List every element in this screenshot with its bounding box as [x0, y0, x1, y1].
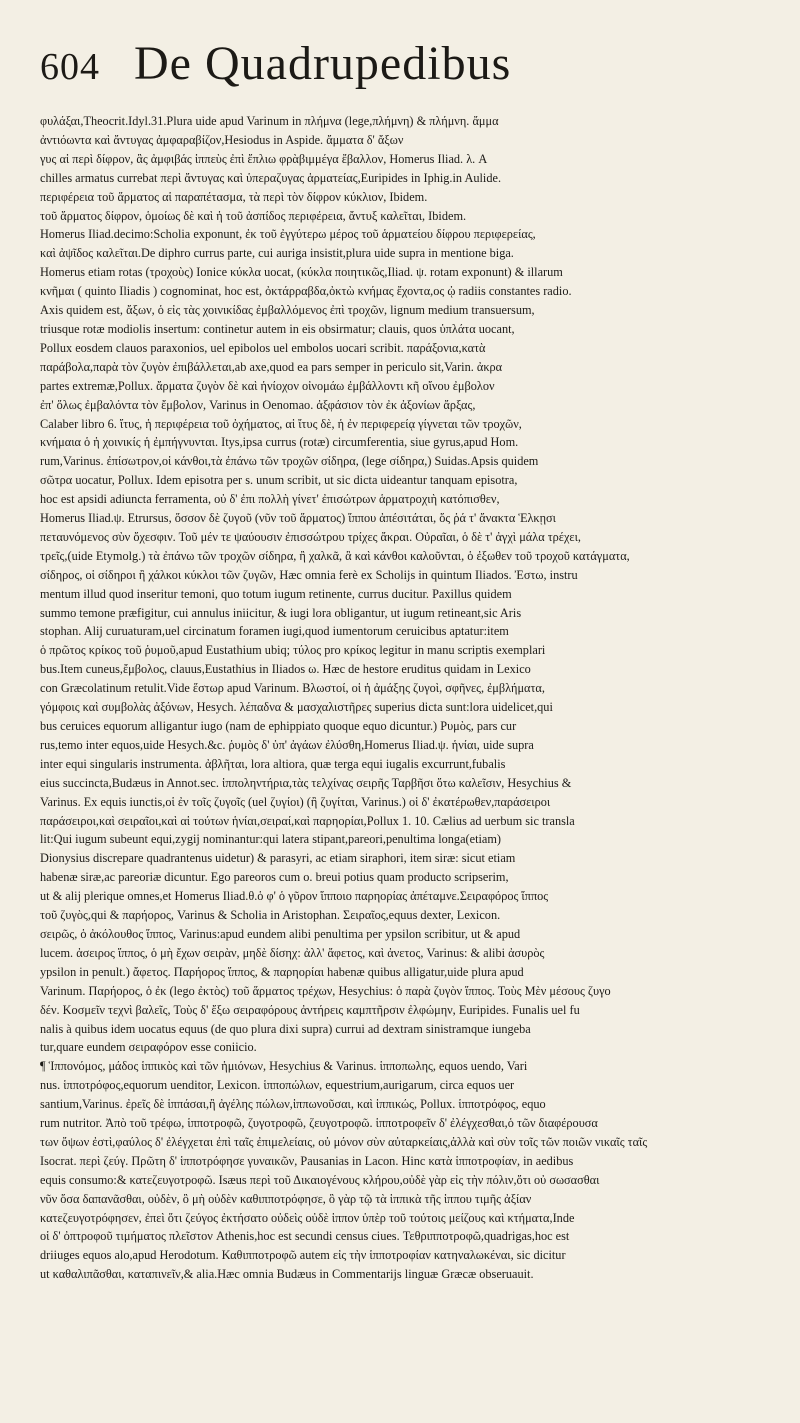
text-line: γυς αἱ περὶ δίφρον, ἃς ἀμφιβάς ἱππεὺς ἐπὶ ἔπλιω φρὰβιμμέγα ἔβαλλον, Homerus Iliad. λ. A	[40, 151, 488, 166]
text-line: φυλάξαι,Theocrit.Idyl.31.Plura uide apud Varinum in πλήμνα (lege,πλήμνη) & πλήμνη. ἄμμα	[40, 114, 499, 128]
text-line: santium,Varinus. ἐρεῖς δὲ ἱππάσαι,ἢ ἀγέλης πώλων,ἱππωνοῦσαι, καὶ ἱππικώς, Pollux. ἱπποτρόφος, equo	[40, 1097, 546, 1112]
text-line: triusque rotæ modiolis insertum: continetur autem in eis obsirmatur; clauis, quos ὑπλάτα uocant,	[40, 321, 515, 336]
text-line: rus,temo inter equos,uide Hesych.&c. ῥυμὸς δ' ὑπ' ἀγάων ἐλύσθη,Homerus Iliad.ψ. ἡνίαι, uide supra	[40, 737, 534, 752]
text-line: σειρῶς, ὁ ἀκόλουθος ἵππος, Varinus:apud eundem alibi penultima per ypsilon scribitur, ut & apud	[40, 926, 521, 941]
text-line: ypsilon in penult.) ἄφετος. Παρήορος ἵππος, & παρηορίαι habenæ quibus alligatur,uide plura apud	[40, 964, 524, 979]
text-line: Axis quidem est, ἄξων, ὁ εἰς τὰς χοινικίδας ἐμβαλλόμενος ἐπὶ τροχῶν, lignum medium transuersum,	[40, 303, 535, 318]
text-line: παράσειροι,καὶ σειραῖοι,καὶ αἱ τούτων ἡνίαι,σειραί,καὶ παρηορίαι,Pollux 1. 10. Cælius ad uerbum sic transla	[40, 813, 575, 828]
text-line: rum,Varinus. ἐπίσωτρον,οἱ κάνθοι,τὰ ἐπάνω τῶν τροχῶν σίδηρα, (lege σίδηρα,) Suidas.Apsis quidem	[40, 454, 539, 469]
text-line: hoc est apsidi adiuncta ferramenta, οὐ δ' ἐπι πολλὴ γίνετ' ἐπισώτρων ἁρματροχιὴ κατόπισθεν,	[40, 492, 500, 507]
text-line: πεταυνόμενος σὺν ὄχεσφιν. Τοῦ μέν τε ψαύουσιν ἐπισσώτρου τρίχες ἄκραι. Οὐραῖαι, ὁ δὲ τ' ἀγχὶ μάλα τρέχει,	[40, 529, 581, 544]
text-line: ut & alij plerique omnes,et Homerus Iliad.θ.ὁ φ' ὁ γῦρον ἵπποιο παρηορίας ἀπέταμνε.Σειραφόρος ἵππος	[40, 889, 549, 904]
text-line: Isocrat. περὶ ζεύγ. Πρῶτη δ' ἱπποτρόφησε γυναικῶν, Pausanias in Lacon. Hinc κατὰ ἱπποτροφίαν, in aedibus	[40, 1153, 574, 1168]
text-line: σίδηρος, οἱ σίδηροι ἢ χάλκοι κύκλοι τῶν ζυγῶν, Hæc omnia ferè ex Scholijs in quintum Iliados. Ἐστω, instru	[40, 567, 578, 582]
text-line: partes extremæ,Pollux. ἄρματα ζυγὸν δὲ καὶ ἡνίοχον οἰνομάω ἐμβάλλοντι κῆ οἴνου ἐμβολον	[40, 378, 495, 393]
text-line: con Græcolatinum retulit.Vide ἕστωρ apud Varinum. Βλωστοί, οἱ ἡ ἀμάξης ζυγοὶ, σφῆνες, ἐμβλήματα,	[40, 681, 545, 696]
text-line: νῦν ὅσα δαπανᾶσθαι, οὐδὲν, ὃ μὴ οὐδὲν καθιπποτρόφησε, ὃ γὰρ τῷ τὰ ἱππικὰ τῆς ἱππου τιμῆς ἀξίαν	[40, 1191, 532, 1206]
text-line: nalis à quibus idem uocatus equus (de quo plura dixi supra) currui ad dextram sinistramque iungeba	[40, 1021, 531, 1036]
text-line: ἀντιόωντα καὶ ἄντυγας ἀμφαραβίζον,Hesiodus in Aspide. ἄμματα δ' ἄξων	[40, 132, 404, 147]
text-line: σῶτρα uocatur, Pollux. Idem episotra per s. unum scribit, ut sic dicta uideantur tanquam episotra,	[40, 473, 518, 488]
text-line: bus ceruices equorum alligantur iugo (nam de ephippiato quoque equo dicuntur.) Ρυμὸς, pars cur	[40, 719, 517, 733]
text-line: ὁ πρῶτος κρίκος τοῦ ῥυμοῦ,apud Eustathium ubiq; τύλος pro κρίκος legitur in manu scriptis exemplari	[40, 643, 546, 658]
text-line: Pollux eosdem clauos paraxonios, uel epibolos uel embolos uocari scribit. παράξονια,κατὰ	[40, 340, 486, 355]
text-line: ¶ Ἱππονόμος, μάδος ἱππικὸς καὶ τῶν ἡμιόνων, Hesychius & Varinus. ἱπποπωλης, equos uendo, Vari	[40, 1059, 528, 1074]
text-line: Homerus Iliad.decimo:Scholia exponunt, ἐκ τοῦ ἐγγύτερω μέρος τοῦ ἁρματείου δίφρου περιφερείας,	[40, 227, 536, 242]
text-line: summo temone præfigitur, cui annulus iniicitur, & iugi lora obligantur, ut iugum retineant,sic Aris	[40, 605, 522, 620]
text-line: rum nutritor. Ἀπὸ τοῦ τρέφω, ἱπποτροφῶ, ζυγοτροφῶ, ζευγοτροφῶ. ἱπποτροφεῖν δ' ἐλέγχεσθαι,ὁ τῶν διαφέρουσα	[40, 1116, 598, 1131]
text-line: κνῆμαι ( quinto Iliadis ) cognominat, hoc est, ὀκτάρραβδα,ὀκτὼ κνήμας ἔχοντα,ος ᾠ radiis constantes radio.	[40, 284, 572, 299]
text-line: Varinus. Ex equis iunctis,οἱ ἐν τοῖς ζυγοῖς (uel ζυγίοι) (ἢ ζυγίται, Varinus.) οἱ δ' ἐκατέρωθεν,παράσειροι	[40, 794, 551, 809]
text-line: ἐπ' ὅλως ἐμβαλόντα τὸν ἔμβολον, Varinus in Oenomao. ἀξφάσιον τὸν ἐκ ἀξονίων ἄρξας,	[40, 397, 476, 412]
text-line: Varinum. Παρήορος, ὁ ἐκ (lego ἐκτὸς) τοῦ ἅρματος τρέχων, Hesychius: ὁ παρὰ ζυγὸν ἵππος. Τοὺς Μὲν μέσους ζυγο	[40, 983, 611, 998]
page-number: 604	[40, 46, 100, 88]
text-line: κνήμαια ὁ ἡ χοινικίς ἡ ἐμπήγνυνται. Itys,ipsa currus (rotæ) circumferentia, siue gyrus,apud Hom.	[40, 435, 519, 450]
text-line: τρεῖς,(uide Etymolg.) τὰ ἐπάνω τῶν τροχῶν σίδηρα, ἢ χαλκᾶ, ἃ καὶ κάνθοι καλοῦνται, ὁ ἐξωθεν τοῦ τροχοῦ κατάγματα,	[40, 548, 630, 563]
text-line: tur,quare eundem σειραφόρον esse coniicio.	[40, 1040, 257, 1055]
running-title: De Quadrupedibus	[134, 37, 512, 90]
body-text	[40, 112, 794, 1396]
text-line: lit:Qui iugum subeunt equi,zygij nominantur:qui latera stipant,pareori,penultima longa(etiam)	[40, 832, 502, 847]
text-line: περιφέρεια τοῦ ἅρματος αἱ παραπέτασμα, τὰ περὶ τὸν δίφρον κύκλιον, Ibidem.	[40, 189, 428, 204]
text-line: Dionysius discrepare quadrantenus uidetur) & parasyri, ac etiam siraphori, item siræ: sicut etiam	[40, 851, 516, 866]
text-line: τοῦ ἅρματος δίφρον, ὁμοίως δὲ καὶ ἡ τοῦ ἀσπίδος περιφέρεια, ἄντυξ καλεῖται, Ibidem.	[40, 208, 467, 223]
text-line: habenæ siræ,ac pareoriæ dicuntur. Ego pareoros cum ο. breui potius quam producto scripserim,	[40, 870, 509, 885]
text-line: ut καθαλιπᾶσθαι, καταπινεῖν,& alia.Hæc omnia Budæus in Commentarijs linguæ Græcæ obseruauit.	[40, 1267, 534, 1282]
text-line: lucem. ἀσειρος ἵππος, ὁ μὴ ἔχων σειρὰν, μηδὲ δίσηχ: ἀλλ' ἄφετος, καὶ ἀνετος, Varinus: & alibi ἀσυρὸς	[40, 945, 545, 960]
text-line: καὶ ἀψῖδος καλεῖται.De diphro currus parte, cui auriga insistit,plura uide supra in mentione biga.	[40, 246, 514, 261]
text-line: δέν. Κοσμεῖν τεχνὶ βαλεῖς, Τοὺς δ' ἔξω σειραφόρους ἀντήρεις καμπτῆρσιν ἐλφώμην, Euripides. Funalis uel fu	[40, 1002, 580, 1017]
text-line: nus. ἱπποτρόφος,equorum uenditor, Lexicon. ἱπποπώλων, equestrium,aurigarum, circa equos uer	[40, 1078, 515, 1093]
text-line: Homerus Iliad.ψ. Etrursus, ὅσσον δὲ ζυγοῦ (νῦν τοῦ ἅρματος) ἵππου ἀπέσιτάται, ὅς ῥά τ' ἄνακτα Ἑλκῃσι	[40, 511, 556, 526]
text-line: equis consumo:& κατεζευγοτροφῶ. Isæus περὶ τοῦ Δικαιογένους κλήρου,οὐδὲ γὰρ εἰς τὴν πόλιν,ὅτι οὐ σωσασθαι	[40, 1172, 600, 1187]
text-line: eius succincta,Budæus in Annot.sec. ἱπποληντήρια,τὰς τελχίνας σειρῆς Ταρβῆσι ὅτω καλεῖσιν, Hesychius &	[40, 775, 572, 790]
text-line: mentum illud quod inseritur temoni, quo totum iugum retinente, currus ducitur. Paxillus quidem	[40, 586, 512, 601]
text-line: Homerus etiam rotas (τροχοὺς) Ionice κύκλα uocat, (κύκλα ποιητικῶς,Iliad. ψ. rotam exponunt) & illarum	[40, 265, 563, 280]
text-line: bus.Item cuneus,ἔμβολος, clauus,Eustathius in Iliados ω. Hæc de hestore eruditus quidam in Lexico	[40, 662, 531, 677]
text-line: των ὄψων ἐστὶ,φαύλος δ' ἐλέγχεται ἐπὶ ταῖς ἐπιμελείαις, οὐ μόνον σὺν αὐταρκείαις,ἀλλὰ καὶ σὺν τοῖς τῶν ποιῶν νικαῖς ταῖς	[40, 1134, 648, 1149]
page-header	[40, 36, 760, 106]
text-line: Calaber libro 6. ἴτυς, ἡ περιφέρεια τοῦ ὀχήματος, αἱ ἴτυς δὲ, ἡ ἐν περιφερείᾳ γίγνεται τῶν τροχῶν,	[40, 416, 522, 431]
text-line: driiuges equos alo,apud Herodotum. Καθιπποτροφῶ autem εἰς τὴν ἱπποτροφίαν κατηναλωκέναι, sic dicitur	[40, 1248, 566, 1263]
text-line: κατεζευγοτρόφησεν, ἐπεὶ ὅτι ζεύγος ἐκτήσατο οὐδεὶς οὐδὲ ἱππον ὑπὲρ τοῦ τούτοις μείζους καὶ κτήματα,Inde	[40, 1210, 575, 1225]
text-line: γόμφοις καὶ συμβολὰς ἀξόνων, Hesych. λέπαδνα & μασχαλιστῆρες superius dicta sunt:lora uidelicet,qui	[40, 700, 553, 715]
text-line: οἱ δ' ὀπτροφοῦ τιμήματος πλεῖστον Athenis,hoc est secundi census ciues. Τεθριπποτροφῶ,quadrigas,hoc est	[40, 1229, 570, 1244]
text-line: inter equi singularis instrumenta. ἀβλῆται, lora altiora, quæ terga equi iugalis excurrunt,fubalis	[40, 756, 506, 771]
text-line: παράβολα,παρὰ τὸν ζυγὸν ἐπιβάλλεται,ab axe,quod ea pars semper in periculo sit,Varin. ἀκρα	[40, 359, 503, 374]
text-line: chilles armatus currebat περὶ ἄντυγας καὶ ὑπεραζυγας ἁρματείας,Euripides in Iphig.in Aulide.	[40, 170, 502, 185]
text-line: τοῦ ζυγὸς,qui & παρήορος, Varinus & Scholia in Aristophan. Σειραῖος,equus dexter, Lexicon.	[40, 908, 501, 923]
text-line: stophan. Alij curuaturam,uel circinatum foramen iugi,quod iumentorum ceruicibus aptatur:item	[40, 624, 509, 639]
